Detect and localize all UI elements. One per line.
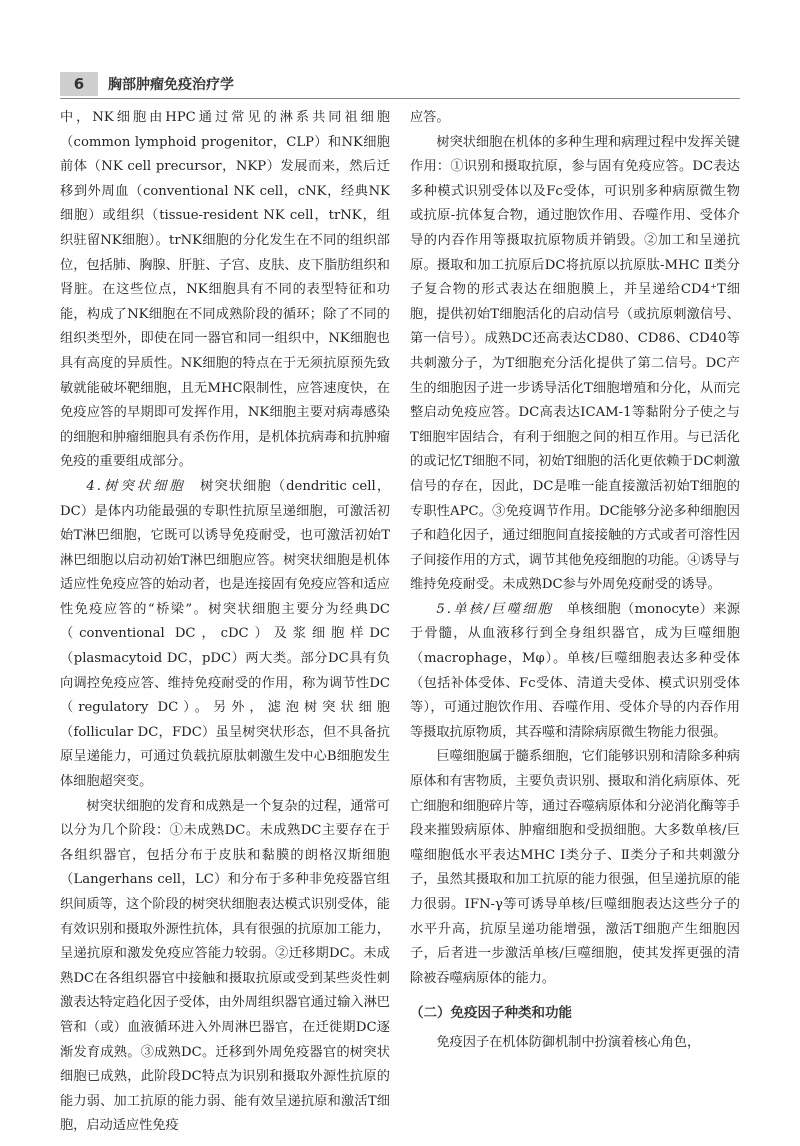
running-title: 胸部肿瘤免疫治疗学 [108, 77, 234, 93]
section-heading: （二）免疫因子种类和功能 [410, 1005, 572, 1022]
paragraph: 巨噬细胞属于髓系细胞，它们能够识别和清除多种病原体和有害物质，主要负责识别、摄取和消化病原体、死亡细胞和细胞碎片等，通过吞噬病原体和分泌消化酶等手段来摧毁病原体、肿瘤细胞和受损细胞。大多数单核/巨噬细胞低水平表达MHC Ⅰ类分子、Ⅱ类分子和共刺激分子，虽然其摄取和加工抗原的能力很强，但呈递抗原的能力很弱。IFN-γ等可诱导单核/巨噬细胞表达这些分子的水平升高，抗原呈递功能增强，激活T细胞产生细胞因子，后者进一步激活单核/巨噬细胞，使其发挥更强的清除被吞噬病原体的能力。 [410, 749, 740, 986]
paragraph [60, 475, 390, 795]
term-heading: 5.单核/巨噬细胞 [436, 601, 554, 617]
right-column [410, 106, 740, 1056]
paragraph [410, 598, 740, 746]
left-column [60, 106, 390, 1139]
paragraph: 树突状细胞的发育和成熟是一个复杂的过程，通常可以分为几个阶段：①未成熟DC。未成熟DC主要存在于各组织器官，包括分布于皮肤和黏膜的朗格汉斯细胞（Langerhans cell，LC）和分布于多种非免疫器官组织间质等，这个阶段的树突状细胞表达模式识别受体，能有效识别和摄取外源性抗体，具有很强的抗原加工能力，呈递抗原和激发免疫应答能力较弱。②迁移期DC。未成熟DC在各组织器官中接触和摄取抗原或受到某些炎性刺激表达特定趋化因子受体，由外周组织器官通过输入淋巴管和（或）血液循环进入外周淋巴器官，在迁徙期DC逐渐发育成熟。③成熟DC。迁移到外周免疫器官的树突状细胞已成熟，此阶段DC特点为识别和摄取外源性抗原的能力弱、加工抗原的能力弱、能有效呈递抗原和激活T细胞，启动适应性免疫 [60, 798, 390, 1134]
paragraph: 中，NK细胞由HPC通过常见的淋系共同祖细胞（common lymphoid progenitor，CLP）和NK细胞前体（NK cell precursor，NKP）发展而来，然后迁移到外周血（conventional NK cell，cNK，经典NK细胞）或组织（tissue-resident NK cell，trNK，组织驻留NK细胞）。trNK细胞的分化发生在不同的组织部位，包括肺、胸腺、肝脏、子宫、皮肤、皮下脂肪组织和肾脏。在这些位点，NK细胞具有不同的表型特征和功能，构成了NK细胞在不同成熟阶段的循环；除了不同的组织类型外，即使在同一器官和同一组织中，NK细胞也具有高度的异质性。NK细胞的特点在于无须抗原预先致敏就能破坏靶细胞，且无MHC限制性，应答速度快，在免疫应答的早期即可发挥作用，NK细胞主要对病毒感染的细胞和肿瘤细胞具有杀伤作用，是机体抗病毒和抗肿瘤免疫的重要组成部分。 [60, 110, 390, 470]
header-rule [60, 98, 740, 99]
paragraph: 免疫因子在机体防御机制中扮演着核心角色， [436, 1035, 701, 1051]
paragraph: 树突状细胞在机体的多种生理和病理过程中发挥关键作用：①识别和摄取抗原，参与固有免疫应答。DC表达多种模式识别受体以及Fc受体，可识别多种病原微生物或抗原-抗体复合物，通过胞饮作用、吞噬作用、受体介导的内吞作用等摄取抗原物质并销毁。②加工和呈递抗原。摄取和加工抗原后DC将抗原以抗原肽-MHC Ⅱ类分子复合物的形式表达在细胞膜上，并呈递给CD4⁺T细胞，提供初始T细胞活化的启动信号（或抗原刺激信号、第一信号）。成熟DC还高表达CD80、CD86、CD40等共刺激分子，为T细胞充分活化提供了第二信号。DC产生的细胞因子进一步诱导活化T细胞增殖和分化，从而完整启动免疫应答。DC高表达ICAM-1等黏附分子使之与T细胞牢固结合，有利于细胞之间的相互作用。与已活化的或记忆T细胞不同，初始T细胞的活化更依赖于DC刺激信号的存在，因此，DC是唯一能直接激活初始T细胞的专职性APC。③免疫调节作用。DC能够分泌多种细胞因子和趋化因子，通过细胞间直接接触的方式或者可溶性因子间接作用的方式，调节其他免疫细胞的功能。④诱导与维持免疫耐受。未成熟DC参与外周免疫耐受的诱导。 [410, 134, 740, 593]
page-header [60, 72, 234, 96]
term-heading: 4.树突状细胞 [86, 478, 186, 494]
paragraph-text: 树突状细胞（dendritic cell，DC）是体内功能最强的专职性抗原呈递细胞，可激活初始T淋巴细胞，它既可以诱导免疫耐受，也可激活初始T淋巴细胞以启动初始T淋巴细胞应答。树突状细胞是机体适应性免疫应答的始动者，也是连接固有免疫应答和适应性免疫应答的“桥梁”。树突状细胞主要分为经典DC（conventional DC，cDC）及浆细胞样DC（plasmacytoid DC，pDC）两大类。部分DC具有负向调控免疫应答、维持免疫耐受的作用，称为调节性DC（regulatory DC）。另外，滤泡树突状细胞（follicular DC，FDC）虽呈树突状形态，但不具备抗原呈递能力，可通过负载抗原肽刺激生发中心B细胞发生体细胞超突变。 [60, 478, 391, 790]
paragraph: 应答。 [410, 110, 450, 125]
page-number: 6 [60, 72, 98, 96]
paragraph-text: 单核细胞（monocyte）来源于骨髓，从血液移行到全身组织器官，成为巨噬细胞（macrophage，Mφ）。单核/巨噬细胞表达多种受体（包括补体受体、Fc受体、清道夫受体、模式识别受体等），可通过胞饮作用、吞噬作用、受体介导的内吞作用等摄取抗原物质，其吞噬和清除病原微生物能力很强。 [410, 601, 741, 740]
